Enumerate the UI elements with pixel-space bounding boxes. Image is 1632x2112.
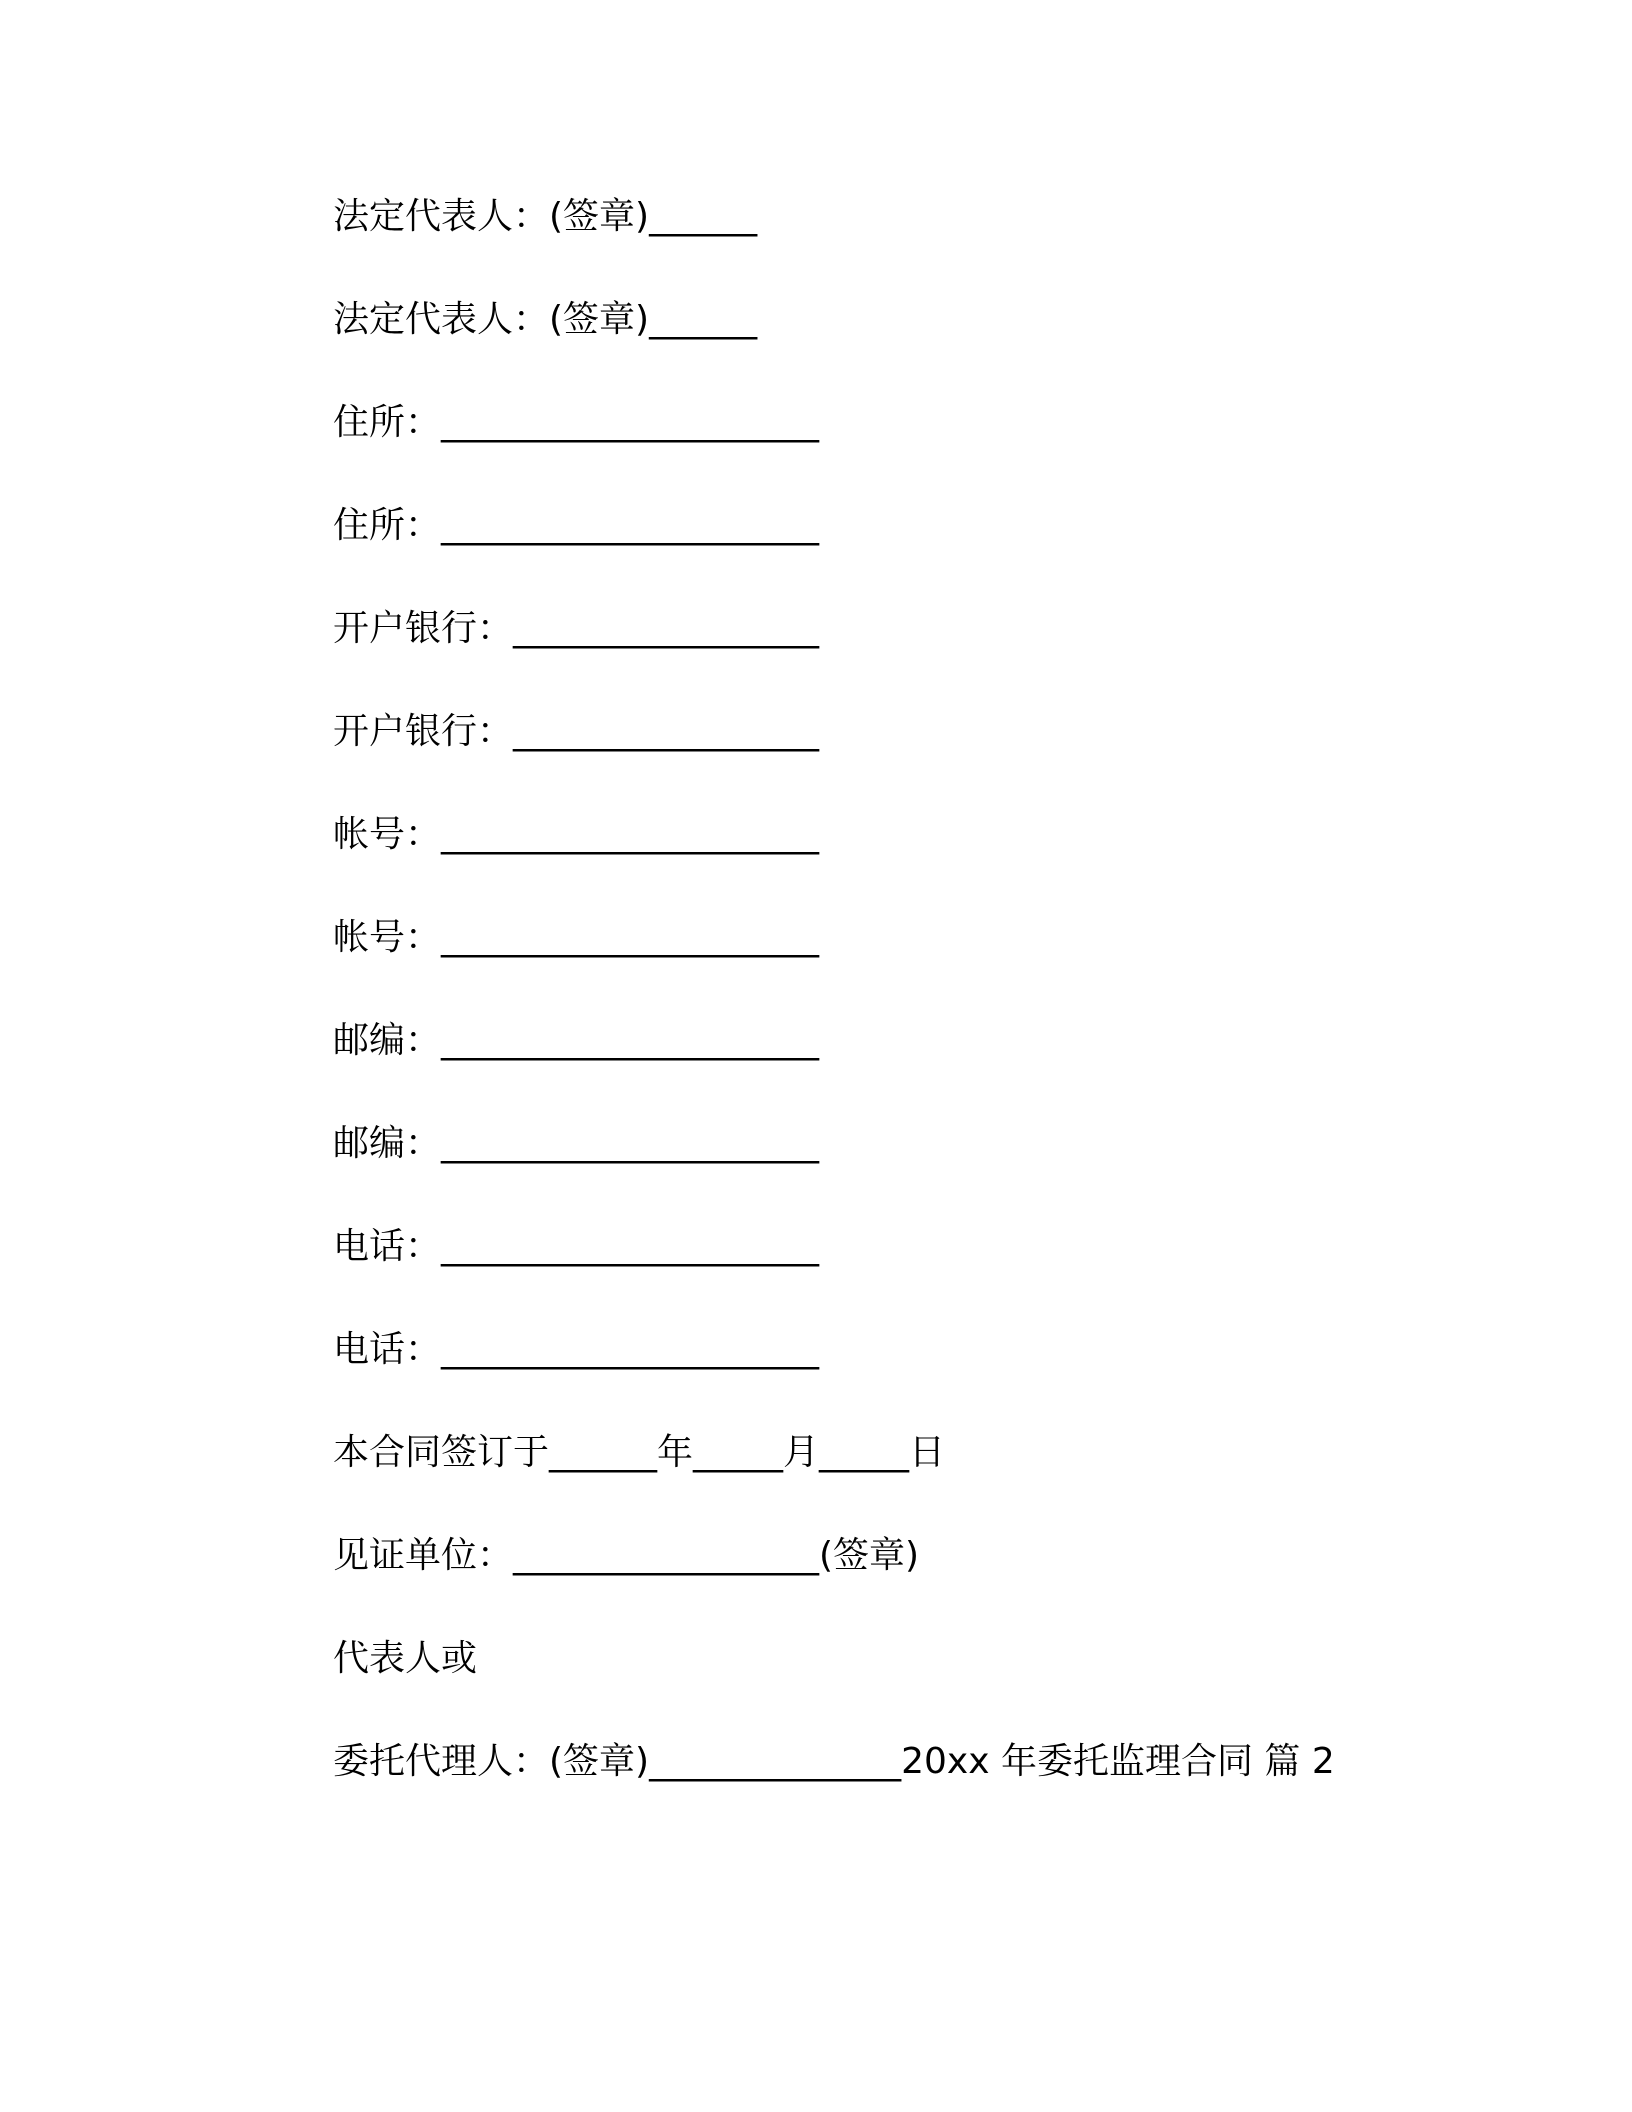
- witness-unit-line: 见证单位：_________________(签章): [333, 1535, 920, 1576]
- address-line-2: 住所：_____________________: [333, 505, 820, 546]
- representative-or-line: 代表人或: [333, 1638, 478, 1679]
- address-line-1: 住所：_____________________: [333, 402, 820, 443]
- signing-date-line: 本合同签订于______年_____月_____日: [333, 1432, 946, 1473]
- agent-signature-line: 委托代理人：(签章)______________20xx 年委托监理合同 篇 2: [333, 1741, 1335, 1782]
- phone-line-2: 电话：_____________________: [333, 1329, 820, 1370]
- legal-representative-line-1: 法定代表人：(签章)______: [333, 196, 758, 237]
- postcode-line-1: 邮编：_____________________: [333, 1020, 820, 1061]
- bank-line-1: 开户银行：_________________: [333, 608, 820, 649]
- postcode-line-2: 邮编：_____________________: [333, 1123, 820, 1164]
- account-line-1: 帐号：_____________________: [333, 814, 820, 855]
- account-line-2: 帐号：_____________________: [333, 917, 820, 958]
- phone-line-1: 电话：_____________________: [333, 1226, 820, 1267]
- legal-representative-line-2: 法定代表人：(签章)______: [333, 299, 758, 340]
- bank-line-2: 开户银行：_________________: [333, 711, 820, 752]
